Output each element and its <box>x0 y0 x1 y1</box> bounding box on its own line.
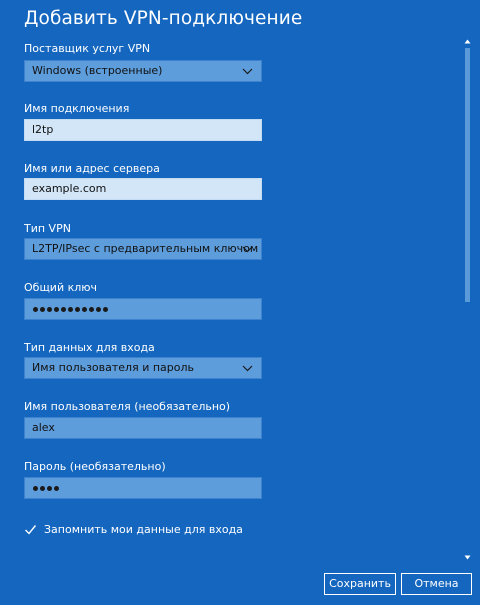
remember-label: Запомнить мои данные для входа <box>44 522 243 536</box>
remember-row[interactable] <box>24 520 243 538</box>
vpn-type-value: L2TP/IPsec с предварительным ключом <box>32 242 259 255</box>
mask-dot <box>82 307 87 312</box>
chevron-down-icon <box>242 363 253 373</box>
mask-dot <box>54 307 59 312</box>
vpn-type-dropdown[interactable] <box>24 238 262 260</box>
password-label: Пароль (необязательно) <box>24 460 166 473</box>
save-button[interactable]: Сохранить <box>324 573 396 595</box>
chevron-down-icon <box>242 244 253 254</box>
scroll-track[interactable] <box>465 48 470 551</box>
username-value: alex <box>32 421 55 434</box>
mask-dot <box>96 307 101 312</box>
mask-dot <box>61 307 66 312</box>
vertical-scrollbar[interactable] <box>463 38 472 561</box>
chevron-down-icon <box>242 66 253 76</box>
password-field[interactable] <box>24 477 262 499</box>
triangle-up-icon[interactable] <box>464 38 471 45</box>
signin-type-dropdown[interactable] <box>24 357 262 379</box>
cancel-button[interactable]: Отмена <box>401 573 472 595</box>
server-field[interactable] <box>24 178 262 200</box>
shared-key-field[interactable] <box>24 298 262 320</box>
username-label: Имя пользователя (необязательно) <box>24 400 231 413</box>
connection-name-field[interactable] <box>24 119 262 141</box>
mask-dot <box>103 307 108 312</box>
mask-dot <box>54 486 59 491</box>
server-value: example.com <box>32 182 107 195</box>
provider-value: Windows (встроенные) <box>32 64 163 77</box>
signin-type-label: Тип данных для входа <box>24 341 155 354</box>
connection-name-label: Имя подключения <box>24 102 130 115</box>
mask-dot <box>40 307 45 312</box>
mask-dot <box>40 486 45 491</box>
shared-key-masked-value <box>33 307 108 312</box>
server-label: Имя или адрес сервера <box>24 162 160 175</box>
provider-dropdown[interactable] <box>24 60 262 82</box>
provider-label: Поставщик услуг VPN <box>24 42 151 55</box>
dialog-title: Добавить VPN-подключение <box>24 8 303 29</box>
vpn-type-label: Тип VPN <box>24 222 71 235</box>
username-field[interactable] <box>24 417 262 439</box>
scroll-thumb[interactable] <box>465 48 470 302</box>
connection-name-value: l2tp <box>32 123 54 136</box>
mask-dot <box>47 486 52 491</box>
mask-dot <box>68 307 73 312</box>
mask-dot <box>47 307 52 312</box>
mask-dot <box>89 307 94 312</box>
password-masked-value <box>33 486 59 491</box>
mask-dot <box>75 307 80 312</box>
checkmark-icon[interactable] <box>24 523 37 536</box>
signin-type-value: Имя пользователя и пароль <box>32 361 195 374</box>
shared-key-label: Общий ключ <box>24 281 98 294</box>
triangle-down-icon[interactable] <box>464 554 471 561</box>
mask-dot <box>33 307 38 312</box>
mask-dot <box>33 486 38 491</box>
